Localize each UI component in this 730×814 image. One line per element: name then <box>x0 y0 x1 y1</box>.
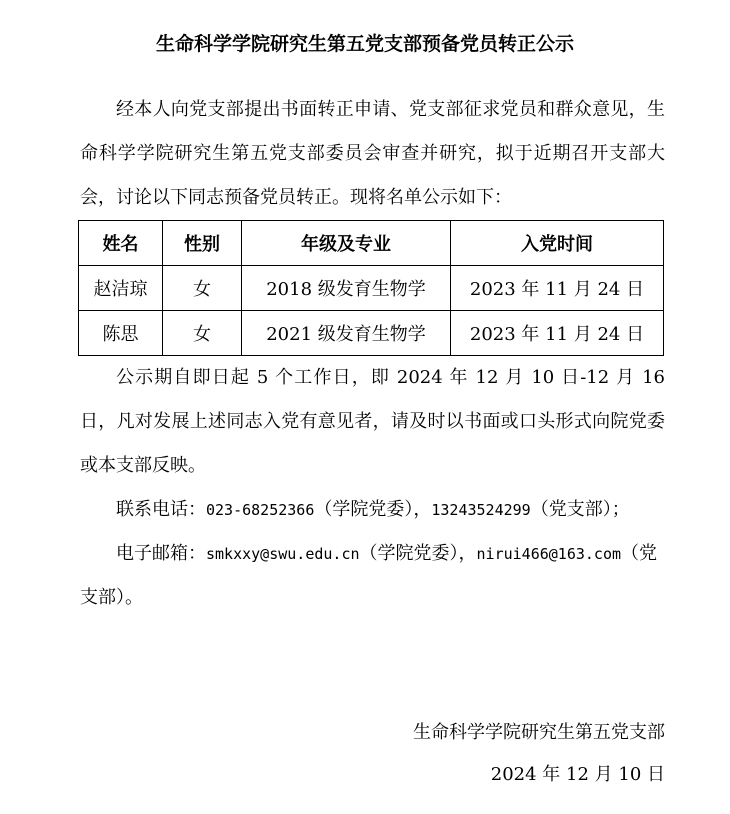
contact-phone-branch: 13243524299 <box>431 501 531 519</box>
cell-gender: 女 <box>163 311 242 356</box>
notice-paragraph: 公示期自即日起 5 个工作日，即 2024 年 12 月 10 日-12 月 16 日，凡对发展上述同志入党有意见者，请及时以书面或口头形式向院党委或本支部反映。 <box>80 367 665 476</box>
contact-phone-college: 023-68252366 <box>206 501 315 519</box>
email-branch-owner-start: （党 <box>621 543 658 564</box>
cell-grade-major: 2021 级发育生物学 <box>242 311 451 356</box>
contact-line <box>80 488 630 532</box>
email-line-continued: 支部）。 <box>80 587 143 608</box>
document-title: 生命科学学院研究生第五党支部预备党员转正公示 <box>155 33 574 55</box>
signature-org: 生命科学学院研究生第五党支部 <box>413 722 665 743</box>
contact-phone-branch-owner: （党支部）； <box>530 499 630 520</box>
cell-join-date: 2023 年 11 月 24 日 <box>451 311 664 356</box>
email-branch[interactable]: nirui466@163.com <box>476 545 622 563</box>
email-label: 电子邮箱： <box>116 543 206 564</box>
email-college[interactable]: smkxxy@swu.edu.cn <box>206 545 360 563</box>
intro-paragraph: 经本人向党支部提出书面转正申请、党支部征求党员和群众意见，生命科学学院研究生第五党支部委员会审查并研究，拟于近期召开支部大会，讨论以下同志预备党员转正。现将名单公示如下： <box>80 99 665 208</box>
table-header-row <box>79 221 664 266</box>
header-join-date: 入党时间 <box>451 221 664 266</box>
table-row <box>79 266 664 311</box>
cell-gender: 女 <box>163 266 242 311</box>
cell-grade-major: 2018 级发育生物学 <box>242 266 451 311</box>
table-row <box>79 311 664 356</box>
header-gender: 性别 <box>163 221 242 266</box>
cell-name: 赵洁琼 <box>79 266 163 311</box>
contact-phone-college-owner: （学院党委）， <box>314 499 432 520</box>
email-college-owner: （学院党委）， <box>359 543 477 564</box>
header-grade-major: 年级及专业 <box>242 221 451 266</box>
cell-join-date: 2023 年 11 月 24 日 <box>451 266 664 311</box>
email-line <box>80 532 657 576</box>
signature-date: 2024 年 12 月 10 日 <box>490 764 665 785</box>
contact-label: 联系电话： <box>116 499 206 520</box>
member-table <box>78 220 664 356</box>
header-name: 姓名 <box>79 221 163 266</box>
cell-name: 陈思 <box>79 311 163 356</box>
